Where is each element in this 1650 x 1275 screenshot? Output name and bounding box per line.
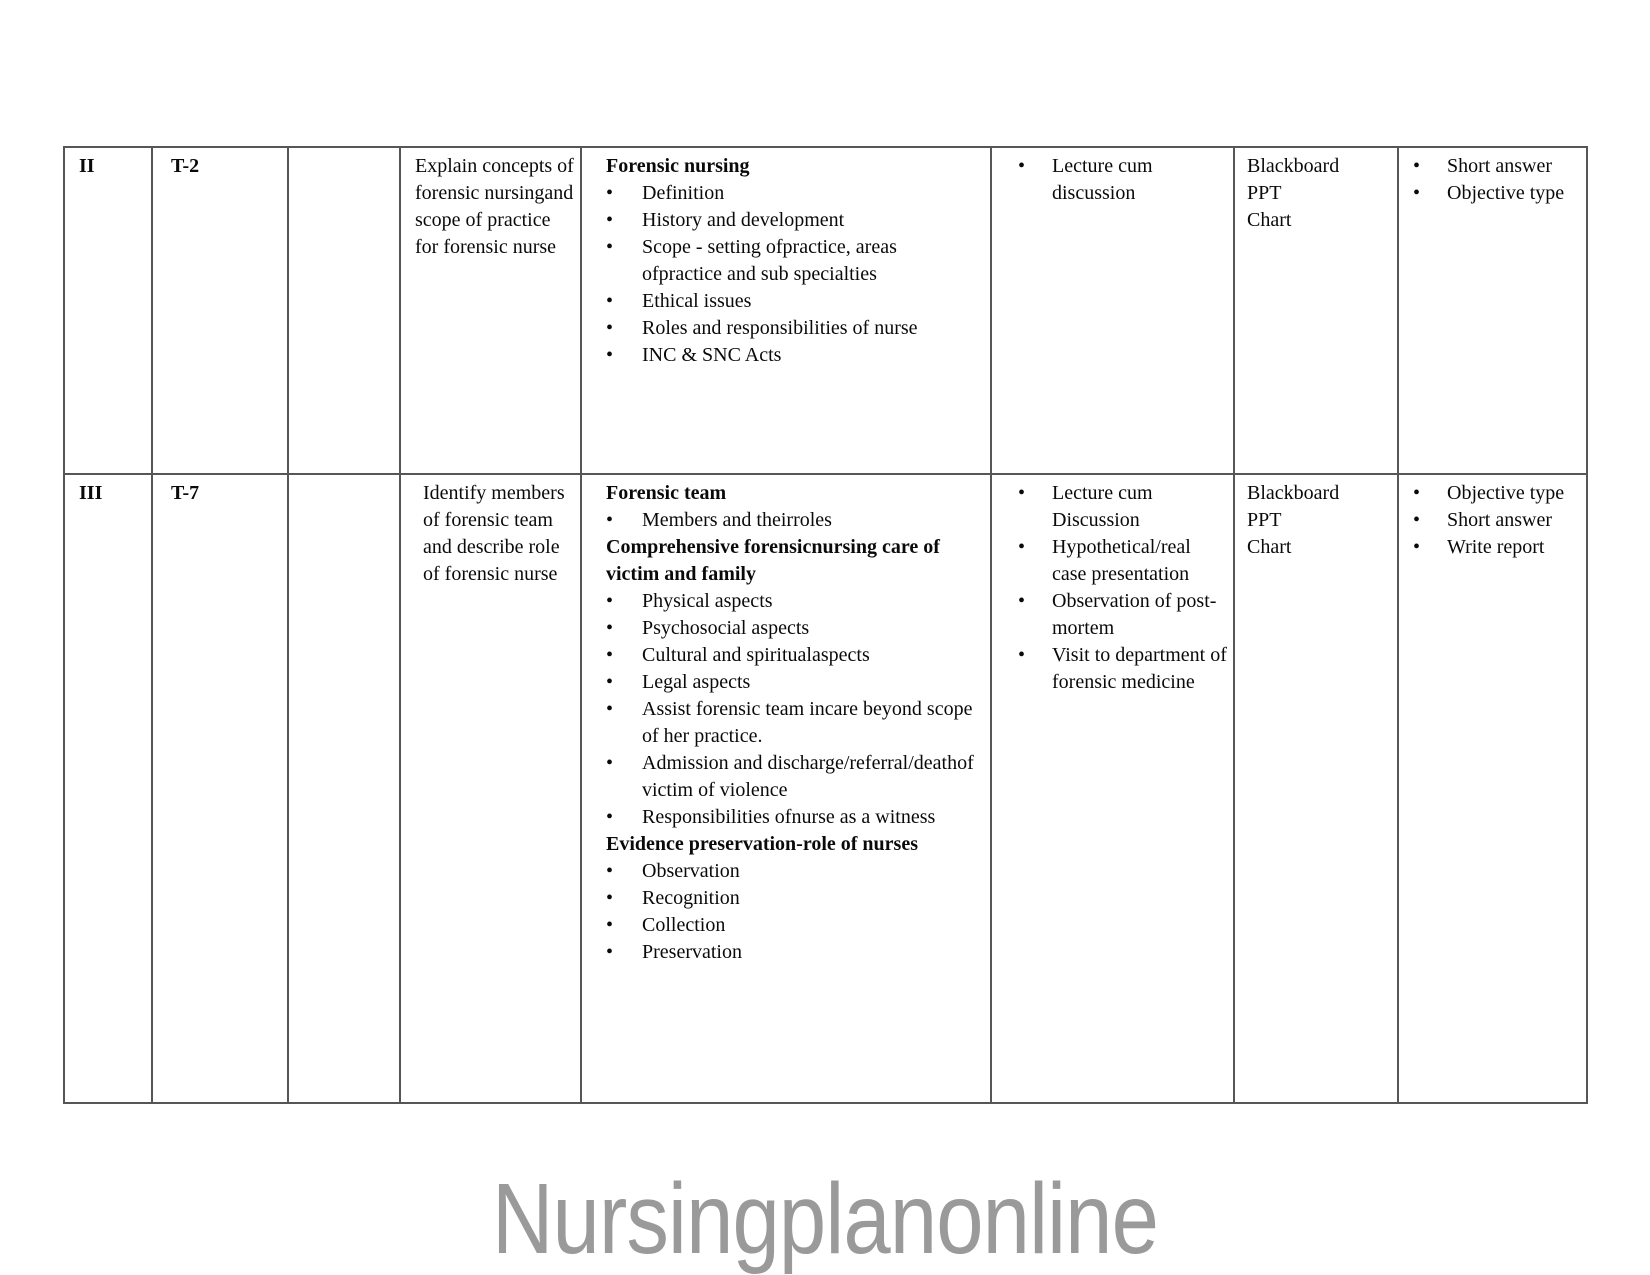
curriculum-table (63, 146, 1588, 1104)
hours-cell (152, 147, 288, 474)
bullet-item (1018, 153, 1227, 207)
bullet-text: Write report (1447, 536, 1545, 558)
bullet-icon: • (1413, 182, 1421, 204)
empty-cell (288, 147, 400, 474)
bullet-icon: • (606, 752, 614, 774)
content-heading: Forensic nursing (606, 155, 750, 177)
hours-cell (152, 474, 288, 1103)
bullet-text: Definition (642, 182, 725, 204)
bullet-icon: • (1413, 509, 1421, 531)
table-row-unit-iii (64, 474, 1587, 1103)
bullet-text: Physical aspects (642, 590, 773, 612)
bullet-text: Lecture cum discussion (1052, 155, 1153, 204)
bullet-icon: • (606, 887, 614, 909)
bullet-icon: • (606, 860, 614, 882)
bullet-item (606, 588, 976, 615)
unit-cell (64, 474, 152, 1103)
assessment-cell (1398, 147, 1587, 474)
bullet-text: Cultural and spiritualaspects (642, 644, 870, 666)
bullet-icon: • (606, 590, 614, 612)
content-heading: Comprehensive forensicnursing care of victim and family (606, 536, 940, 585)
bullet-item (606, 804, 976, 831)
bullet-item (606, 939, 976, 966)
bullet-item (1018, 534, 1227, 588)
assessment-cell (1398, 474, 1587, 1103)
hours-label: T-7 (171, 482, 200, 504)
bullet-item (606, 507, 976, 534)
content-heading: Evidence preservation-role of nurses (606, 833, 919, 855)
unit-label: III (79, 482, 103, 504)
bullet-text: Scope - setting ofpractice, areas ofpractice and sub specialties (642, 236, 897, 285)
av-aids-cell (1234, 147, 1398, 474)
bullet-text: Lecture cum Discussion (1052, 482, 1153, 531)
bullet-text: Roles and responsibilities of nurse (642, 317, 918, 339)
objective-cell (400, 147, 581, 474)
bullet-text: Objective type (1447, 182, 1565, 204)
bullet-text: Observation of post-mortem (1052, 590, 1217, 639)
av-aid-line: PPT (1247, 182, 1282, 204)
bullet-item (606, 642, 976, 669)
bullet-icon: • (606, 344, 614, 366)
bullet-icon: • (606, 509, 614, 531)
bullet-item (1413, 153, 1580, 180)
bullet-item (606, 180, 976, 207)
bullet-item (1018, 642, 1227, 696)
bullet-icon: • (606, 617, 614, 639)
table-row-unit-ii (64, 147, 1587, 474)
bullet-icon: • (1413, 155, 1421, 177)
bullet-item (606, 342, 976, 369)
av-aid-line: PPT (1247, 509, 1282, 531)
bullet-icon: • (606, 317, 614, 339)
content-heading: Forensic team (606, 482, 727, 504)
av-aid-line: Chart (1247, 209, 1292, 231)
content-cell (581, 474, 991, 1103)
teaching-method-cell (991, 147, 1234, 474)
bullet-icon: • (1018, 155, 1026, 177)
bullet-text: Members and theirroles (642, 509, 832, 531)
bullet-text: Collection (642, 914, 726, 936)
bullet-item (606, 750, 976, 804)
bullet-text: INC & SNC Acts (642, 344, 782, 366)
objective-text: Identify members of forensic team and describe role of forensic nurse (423, 482, 565, 585)
bullet-icon: • (606, 806, 614, 828)
bullet-item (606, 315, 976, 342)
av-aid-line: Chart (1247, 536, 1292, 558)
bullet-item (606, 885, 976, 912)
bullet-text: Objective type (1447, 482, 1565, 504)
bullet-icon: • (606, 290, 614, 312)
av-aids-cell (1234, 474, 1398, 1103)
bullet-item (606, 912, 976, 939)
bullet-icon: • (606, 671, 614, 693)
bullet-item (606, 858, 976, 885)
bullet-icon: • (1413, 482, 1421, 504)
bullet-text: Short answer (1447, 509, 1552, 531)
bullet-item (606, 615, 976, 642)
bullet-item (606, 288, 976, 315)
bullet-item (1018, 588, 1227, 642)
bullet-text: Hypothetical/real case presentation (1052, 536, 1191, 585)
empty-cell (288, 474, 400, 1103)
bullet-text: Admission and discharge/referral/deathof victim of violence (642, 752, 974, 801)
unit-label: II (79, 155, 95, 177)
bullet-text: Preservation (642, 941, 742, 963)
bullet-icon: • (1413, 536, 1421, 558)
bullet-icon: • (606, 236, 614, 258)
bullet-item (606, 207, 976, 234)
bullet-text: Recognition (642, 887, 740, 909)
objective-cell (400, 474, 581, 1103)
hours-label: T-2 (171, 155, 200, 177)
bullet-icon: • (606, 182, 614, 204)
bullet-text: Short answer (1447, 155, 1552, 177)
bullet-item (606, 696, 976, 750)
bullet-icon: • (606, 644, 614, 666)
bullet-text: History and development (642, 209, 845, 231)
bullet-text: Observation (642, 860, 740, 882)
bullet-icon: • (606, 941, 614, 963)
teaching-method-cell (991, 474, 1234, 1103)
av-aid-line: Blackboard (1247, 482, 1340, 504)
bullet-icon: • (606, 914, 614, 936)
bullet-item (1413, 180, 1580, 207)
bullet-item (1413, 480, 1580, 507)
bullet-item (606, 234, 976, 288)
bullet-icon: • (1018, 536, 1026, 558)
bullet-icon: • (606, 698, 614, 720)
bullet-text: Assist forensic team incare beyond scope of her practice. (642, 698, 973, 747)
bullet-item (1413, 534, 1580, 561)
bullet-item (1413, 507, 1580, 534)
av-aid-line: Blackboard (1247, 155, 1340, 177)
bullet-item (606, 669, 976, 696)
bullet-icon: • (1018, 644, 1026, 666)
bullet-text: Visit to department of forensic medicine (1052, 644, 1227, 693)
watermark-text: Nursingplanonline (491, 1163, 1159, 1275)
unit-cell (64, 147, 152, 474)
objective-text: Explain concepts of forensic nursingand scope of practice for forensic nurse (415, 155, 574, 258)
content-cell (581, 147, 991, 474)
bullet-icon: • (606, 209, 614, 231)
bullet-text: Responsibilities ofnurse as a witness (642, 806, 936, 828)
bullet-text: Ethical issues (642, 290, 752, 312)
bullet-icon: • (1018, 482, 1026, 504)
bullet-text: Legal aspects (642, 671, 751, 693)
bullet-item (1018, 480, 1227, 534)
bullet-icon: • (1018, 590, 1026, 612)
bullet-text: Psychosocial aspects (642, 617, 810, 639)
